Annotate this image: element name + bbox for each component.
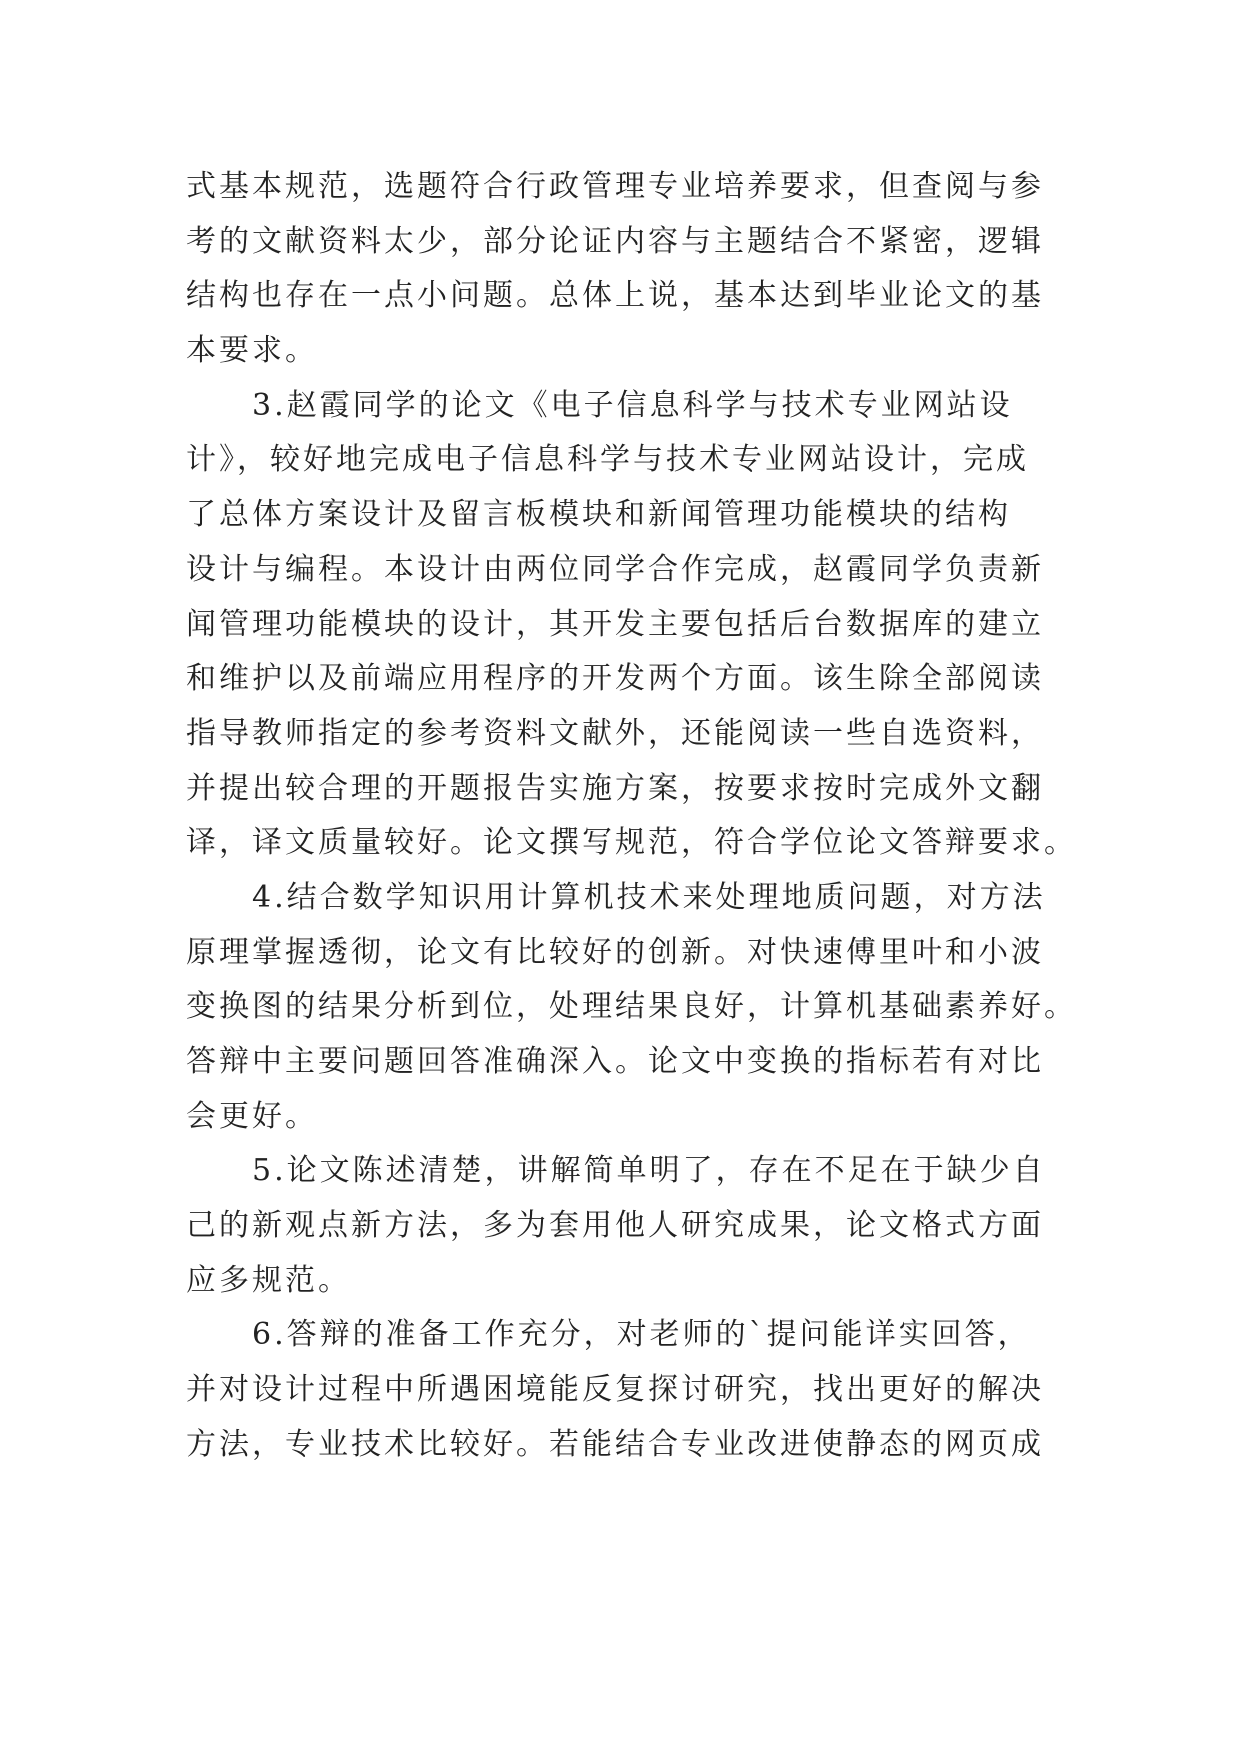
text-line: 和维护以及前端应用程序的开发两个方面。该生除全部阅读 <box>186 661 1044 697</box>
text-line: 指导教师指定的参考资料文献外，还能阅读一些自选资料， <box>186 715 1044 751</box>
text-line: 了总体方案设计及留言板模块和新闻管理功能模块的结构 <box>186 497 1011 533</box>
text-line: 变换图的结果分析到位，处理结果良好，计算机基础素养好。 <box>186 989 1077 1025</box>
paragraph-3-first-line: 3.赵霞同学的论文《电子信息科学与技术专业网站设 <box>252 387 1013 423</box>
text-line: 式基本规范，选题符合行政管理专业培养要求，但查阅与参 <box>186 169 1044 204</box>
text-line: 并提出较合理的开题报告实施方案，按要求按时完成外文翻 <box>186 770 1044 806</box>
paragraph-5-first-line: 5.论文陈述清楚，讲解简单明了，存在不足在于缺少自 <box>252 1153 1046 1189</box>
text-line: 会更好。 <box>186 1098 318 1134</box>
text-line: 闻管理功能模块的设计，其开发主要包括后台数据库的建立 <box>186 606 1044 642</box>
text-line: 计》，较好地完成电子信息科学与技术专业网站设计，完成 <box>186 442 1029 478</box>
text-line: 设计与编程。本设计由两位同学合作完成，赵霞同学负责新 <box>186 551 1044 587</box>
text-line: 己的新观点新方法，多为套用他人研究成果，论文格式方面 <box>186 1208 1044 1244</box>
text-line: 本要求。 <box>186 333 318 369</box>
text-line: 并对设计过程中所遇困境能反复探讨研究，找出更好的解决 <box>186 1372 1044 1408</box>
text-line: 结构也存在一点小问题。总体上说，基本达到毕业论文的基 <box>186 278 1044 314</box>
text-line: 译，译文质量较好。论文撰写规范，符合学位论文答辩要求。 <box>186 825 1077 861</box>
text-line: 考的文献资料太少，部分论证内容与主题结合不紧密，逻辑 <box>186 223 1044 259</box>
paragraph-4-first-line: 4.结合数学知识用计算机技术来处理地质问题，对方法 <box>252 879 1046 915</box>
paragraph-6-first-line: 6.答辩的准备工作充分，对老师的`提问能详实回答， <box>252 1317 1031 1353</box>
text-line: 答辩中主要问题回答准确深入。论文中变换的指标若有对比 <box>186 1044 1044 1079</box>
text-line: 方法，专业技术比较好。若能结合专业改进使静态的网页成 <box>186 1426 1044 1462</box>
document-body <box>186 160 1077 1473</box>
text-line: 原理掌握透彻，论文有比较好的创新。对快速傅里叶和小波 <box>186 934 1044 970</box>
text-line: 应多规范。 <box>186 1262 351 1298</box>
